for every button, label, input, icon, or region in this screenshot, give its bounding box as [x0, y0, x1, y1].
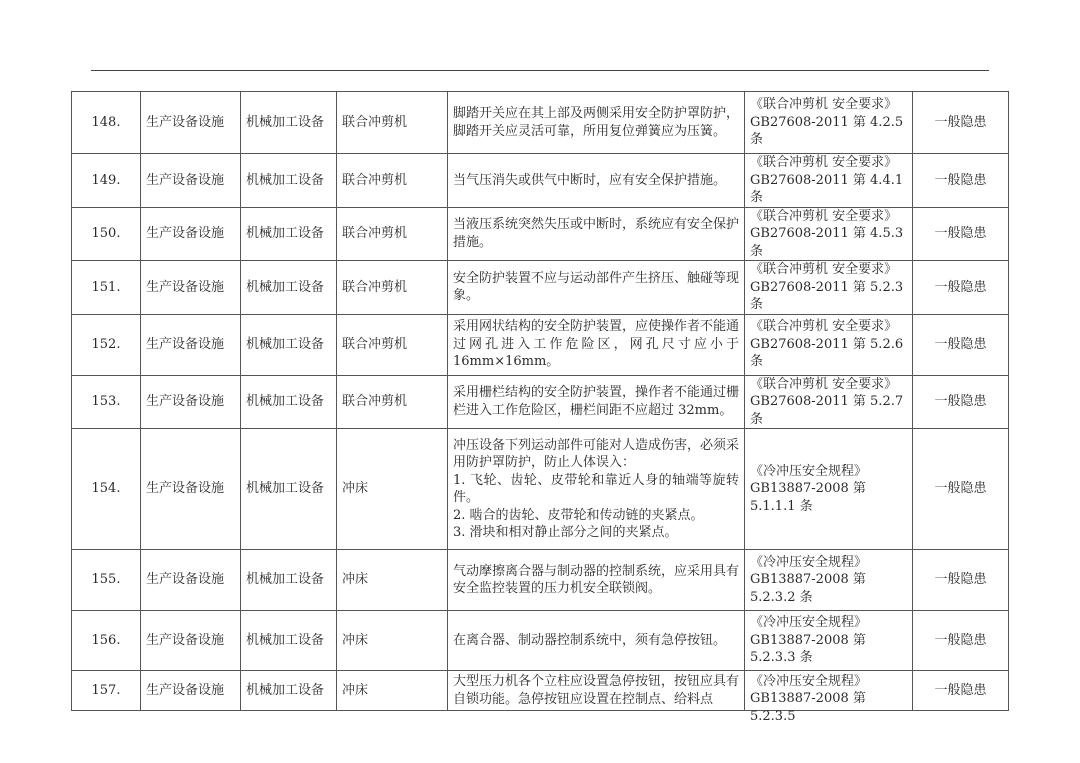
requirement-cell	[448, 671, 745, 711]
subcategory-cell: 机械加工设备	[241, 154, 337, 208]
category-cell: 生产设备设施	[141, 314, 241, 375]
page-header-rule	[91, 70, 989, 71]
hazard-level-cell: 一般隐患	[913, 261, 1009, 315]
subcategory-cell: 机械加工设备	[241, 375, 337, 429]
object-cell: 联合冲剪机	[337, 375, 448, 429]
reference-cell: 《联合冲剪机 安全要求》GB27608-2011 第 4.4.1 条	[745, 154, 913, 208]
reference-cell: 《联合冲剪机 安全要求》GB27608-2011 第 5.2.3 条	[745, 261, 913, 315]
hazard-level-cell: 一般隐患	[913, 550, 1009, 611]
table-row	[72, 429, 1009, 550]
hazard-level-cell: 一般隐患	[913, 314, 1009, 375]
object-cell: 冲床	[337, 671, 448, 711]
requirement-cell: 当液压系统突然失压或中断时，系统应有安全保护措施。	[448, 207, 745, 261]
requirement-item: 3. 滑块和相对静止部分之间的夹紧点。	[453, 525, 678, 540]
category-cell: 生产设备设施	[141, 154, 241, 208]
table-row	[72, 207, 1009, 261]
category-cell: 生产设备设施	[141, 611, 241, 671]
table-row	[72, 314, 1009, 375]
object-cell: 联合冲剪机	[337, 261, 448, 315]
subcategory-cell: 机械加工设备	[241, 207, 337, 261]
hazard-level-cell: 一般隐患	[913, 611, 1009, 671]
category-cell: 生产设备设施	[141, 375, 241, 429]
row-number: 150.	[72, 207, 141, 261]
category-cell: 生产设备设施	[141, 671, 241, 711]
subcategory-cell: 机械加工设备	[241, 611, 337, 671]
object-cell: 冲床	[337, 429, 448, 550]
row-number: 151.	[72, 261, 141, 315]
table-row	[72, 671, 1009, 711]
row-number: 149.	[72, 154, 141, 208]
reference-cell: 《联合冲剪机 安全要求》GB27608-2011 第 5.2.6 条	[745, 314, 913, 375]
row-number: 154.	[72, 429, 141, 550]
table-row	[72, 611, 1009, 671]
reference-cell: 《联合冲剪机 安全要求》GB27608-2011 第 4.5.3 条	[745, 207, 913, 261]
reference-cell: 《联合冲剪机 安全要求》GB27608-2011 第 4.2.5 条	[745, 92, 913, 154]
requirement-cell: 安全防护装置不应与运动部件产生挤压、触碰等现象。	[448, 261, 745, 315]
table-row	[72, 154, 1009, 208]
hazard-level-cell: 一般隐患	[913, 154, 1009, 208]
requirement-item: 1. 飞轮、齿轮、皮带轮和靠近人身的轴端等旋转件。	[453, 472, 739, 505]
requirement-cell: 在离合器、制动器控制系统中，须有急停按钮。	[448, 611, 745, 671]
requirement-cell: 气动摩擦离合器与制动器的控制系统，应采用具有安全监控装置的压力机安全联锁阀。	[448, 550, 745, 611]
subcategory-cell: 机械加工设备	[241, 429, 337, 550]
requirement-cell: 采用栅栏结构的安全防护装置，操作者不能通过栅栏进入工作危险区，栅栏间距不应超过 32mm。	[448, 375, 745, 429]
table-row	[72, 261, 1009, 315]
hazard-standards-table	[71, 91, 1009, 724]
subcategory-cell: 机械加工设备	[241, 261, 337, 315]
row-number: 155.	[72, 550, 141, 611]
reference-text: 《冷冲压安全规程》GB13887-2008 第 5.2.3.5	[750, 673, 868, 724]
reference-cell: 《冷冲压安全规程》GB13887-2008 第 5.2.3.2 条	[745, 550, 913, 611]
category-cell: 生产设备设施	[141, 550, 241, 611]
hazard-level-cell: 一般隐患	[913, 375, 1009, 429]
hazard-level-cell: 一般隐患	[913, 671, 1009, 711]
row-number: 156.	[72, 611, 141, 671]
reference-cell	[745, 671, 913, 724]
hazard-level-cell: 一般隐患	[913, 429, 1009, 550]
row-number: 153.	[72, 375, 141, 429]
subcategory-cell: 机械加工设备	[241, 92, 337, 154]
requirement-cell: 脚踏开关应在其上部及两侧采用安全防护罩防护，脚踏开关应灵活可靠，所用复位弹簧应为压簧。	[448, 92, 745, 154]
requirement-cell: 采用网状结构的安全防护装置，应使操作者不能通过网孔进入工作危险区，网孔尺寸应小于 16mm×16mm。	[448, 314, 745, 375]
reference-cell: 《冷冲压安全规程》GB13887-2008 第 5.1.1.1 条	[745, 429, 913, 550]
object-cell: 冲床	[337, 550, 448, 611]
object-cell: 冲床	[337, 611, 448, 671]
category-cell: 生产设备设施	[141, 261, 241, 315]
row-number: 157.	[72, 671, 141, 711]
subcategory-cell: 机械加工设备	[241, 671, 337, 711]
reference-cell: 《冷冲压安全规程》GB13887-2008 第 5.2.3.3 条	[745, 611, 913, 671]
category-cell: 生产设备设施	[141, 92, 241, 154]
object-cell: 联合冲剪机	[337, 154, 448, 208]
category-cell: 生产设备设施	[141, 429, 241, 550]
subcategory-cell: 机械加工设备	[241, 550, 337, 611]
object-cell: 联合冲剪机	[337, 314, 448, 375]
table-row	[72, 550, 1009, 611]
row-number: 148.	[72, 92, 141, 154]
requirement-cell	[448, 429, 745, 550]
row-number: 152.	[72, 314, 141, 375]
object-cell: 联合冲剪机	[337, 92, 448, 154]
requirement-item: 2. 啮合的齿轮、皮带轮和传动链的夹紧点。	[453, 507, 704, 523]
hazard-level-cell: 一般隐患	[913, 92, 1009, 154]
subcategory-cell: 机械加工设备	[241, 314, 337, 375]
hazard-level-cell: 一般隐患	[913, 207, 1009, 261]
table-row	[72, 375, 1009, 429]
object-cell: 联合冲剪机	[337, 207, 448, 261]
table-row	[72, 92, 1009, 154]
requirement-text: 大型压力机各个立柱应设置急停按钮，按钮应具有自锁功能。急停按钮应设置在控制点、给料点	[453, 674, 740, 707]
requirement-cell: 当气压消失或供气中断时，应有安全保护措施。	[448, 154, 745, 208]
requirement-intro: 冲压设备下列运动部件可能对人造成伤害，必须采用防护罩防护，防止人体误入：	[453, 437, 740, 470]
reference-cell: 《联合冲剪机 安全要求》GB27608-2011 第 5.2.7 条	[745, 375, 913, 429]
category-cell: 生产设备设施	[141, 207, 241, 261]
